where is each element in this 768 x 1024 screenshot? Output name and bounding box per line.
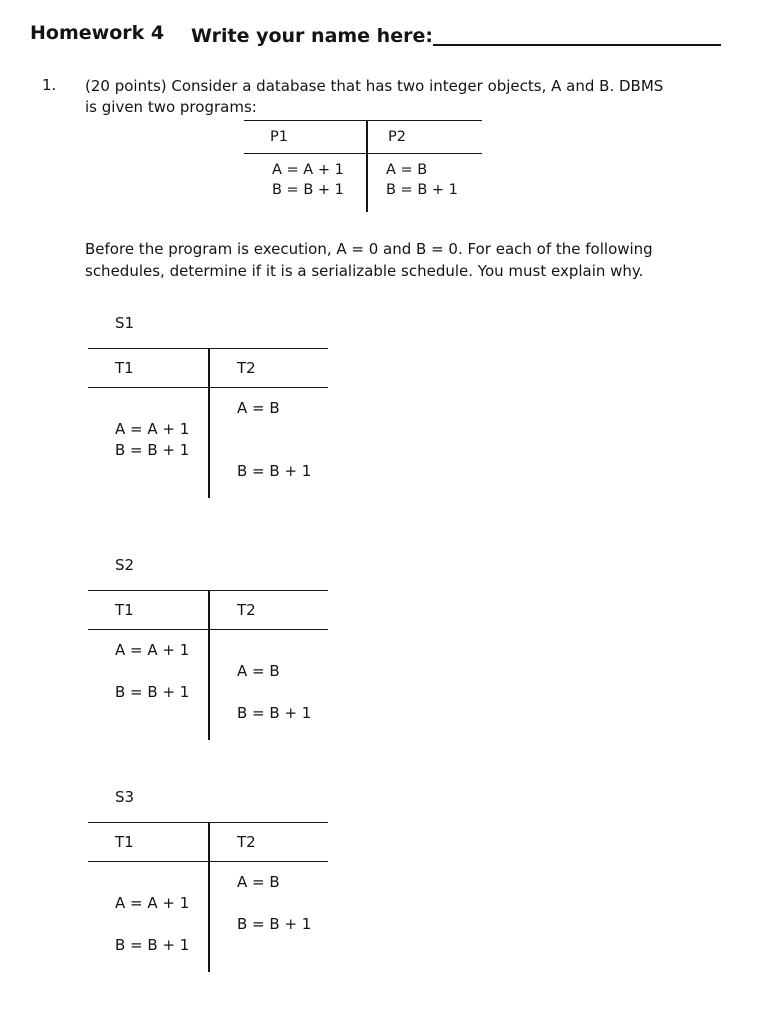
schedule-cell-t2: B = B + 1: [237, 704, 312, 722]
schedule-cell-t2: A = B: [237, 873, 280, 891]
schedule-cell-t1: [88, 461, 208, 482]
schedule-cell-t1: A = A + 1: [115, 894, 190, 912]
question-text-line-2: is given two programs:: [85, 98, 257, 116]
schedule-cell-t1: [88, 872, 208, 893]
schedule-table: [88, 822, 328, 972]
schedule-cell-t2: [208, 682, 237, 703]
schedule-cell-t1: [88, 703, 208, 724]
schedule-table-divider: [208, 349, 210, 498]
schedule-table: [88, 590, 328, 740]
programs-table-header-p1: P1: [270, 129, 288, 145]
schedule-header-t1: T1: [115, 359, 134, 377]
schedule-cell-t2: [208, 640, 237, 661]
program-p2-step-1: A = B: [386, 162, 428, 178]
schedule-cell-t1: B = B + 1: [115, 936, 190, 954]
schedule-header-t1: T1: [115, 601, 134, 619]
instructions-line-2: schedules, determine if it is a serializable schedule. You must explain why.: [85, 261, 644, 280]
name-prompt-row: [191, 22, 721, 47]
schedule-cell-t2: [208, 893, 237, 914]
schedule-cell-t2: [208, 440, 237, 461]
question-text-line-1: (20 points) Consider a database that has two integer objects, A and B. DBMS: [85, 77, 664, 95]
schedule-cell-t2: A = B: [237, 662, 280, 680]
programs-table-header-p2: P2: [388, 129, 406, 145]
schedule-cell-t2: A = B: [237, 399, 280, 417]
schedule-cell-t1: B = B + 1: [115, 683, 190, 701]
programs-table-body: [244, 154, 482, 212]
schedule-table: [88, 348, 328, 498]
schedule-cell-t2: [208, 935, 237, 956]
program-p2-step-2: B = B + 1: [386, 182, 458, 198]
schedule-cell-t2: B = B + 1: [237, 462, 312, 480]
schedule-table-divider: [208, 591, 210, 740]
schedule-header-t2: T2: [237, 601, 256, 619]
schedule-s3: [88, 788, 328, 972]
programs-table-header-row: [244, 121, 482, 154]
programs-table-row: [244, 180, 482, 200]
schedule-cell-t1: [88, 398, 208, 419]
question-text: [85, 76, 663, 118]
schedule-table-divider: [208, 823, 210, 972]
schedule-header-t2: T2: [237, 359, 256, 377]
name-prompt-label: Write your name here:: [191, 25, 433, 47]
programs-table: [244, 120, 482, 212]
homework-title: Homework 4: [30, 22, 165, 44]
schedule-label: S2: [115, 556, 135, 574]
programs-table-row: [244, 160, 482, 180]
question-number: 1.: [42, 76, 57, 94]
schedule-cell-t1: A = A + 1: [115, 420, 190, 438]
schedule-header-t1: T1: [115, 833, 134, 851]
schedule-cell-t1: B = B + 1: [115, 441, 190, 459]
schedule-cell-t2: B = B + 1: [237, 915, 312, 933]
schedule-label: S3: [115, 788, 135, 806]
name-blank-line: [433, 26, 721, 46]
program-p1-step-1: A = A + 1: [272, 162, 344, 178]
schedule-header-t2: T2: [237, 833, 256, 851]
instructions-line-1: Before the program is execution, A = 0 and B = 0. For each of the following: [85, 240, 653, 258]
programs-table-divider: [366, 121, 368, 212]
instructions-text: [85, 239, 653, 282]
program-p1-step-2: B = B + 1: [272, 182, 344, 198]
schedule-cell-t1: [88, 914, 208, 935]
schedule-s2: [88, 556, 328, 740]
schedule-cell-t1: [88, 661, 208, 682]
schedule-s1: [88, 314, 328, 498]
schedule-label: S1: [115, 314, 135, 332]
schedule-cell-t2: [208, 419, 237, 440]
schedule-cell-t1: A = A + 1: [115, 641, 190, 659]
